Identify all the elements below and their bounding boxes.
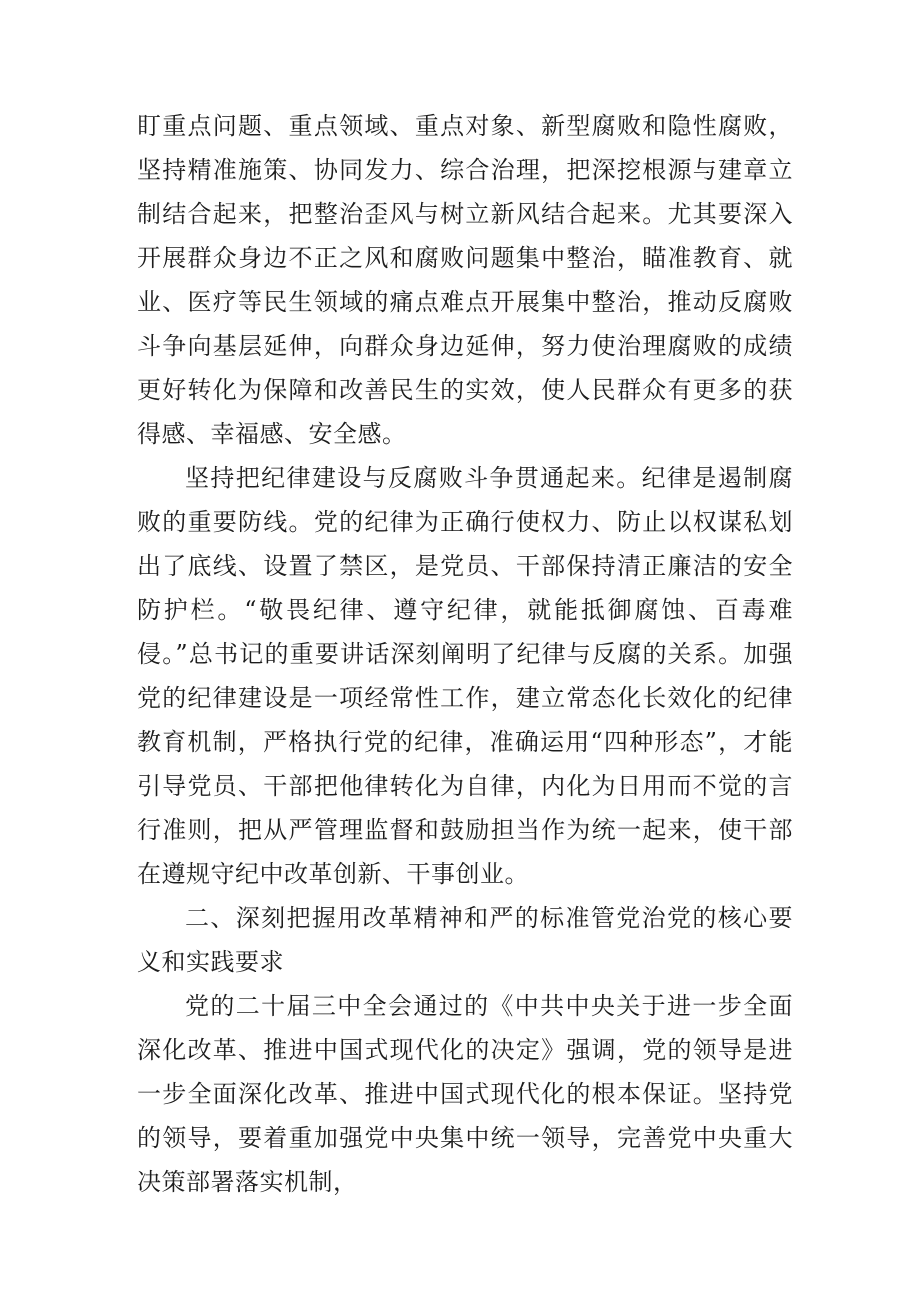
paragraph-discipline-building: 坚持把纪律建设与反腐败斗争贯通起来。纪律是遏制腐败的重要防线。党的纪律为正确行使权力、防止以权谋私划出了底线、设置了禁区，是党员、干部保持清正廉洁的安全防护栏。“敬畏纪律、遵守纪律，就能抵御腐蚀、百毒难侵。”总书记的重要讲话深刻阐明了纪律与反腐的关系。加强党的纪律建设是一项经常性工作，建立常态化长效化的纪律教育机制，严格执行党的纪律，准确运用“四种形态”，才能引导党员、干部把他律转化为自律，内化为日用而不觉的言行准则，把从严管理监督和鼓励担当作为统一起来，使干部在遵规守纪中改革创新、干事创业。 — [137, 464, 793, 888]
paragraph-anticorruption-focus: 盯重点问题、重点领域、重点对象、新型腐败和隐性腐败，坚持精准施策、协同发力、综合治理，把深挖根源与建章立制结合起来，把整治歪风与树立新风结合起来。尤其要深入开展群众身边不正之风和腐败问题集中整治，瞄准教育、就业、医疗等民生领域的痛点难点开展集中整治，推动反腐败斗争向基层延伸，向群众身边延伸，努力使治理腐败的成绩更好转化为保障和改善民生的实效，使人民群众有更多的获得感、幸福感、安全感。 — [137, 112, 793, 448]
paragraph-party-leadership: 党的二十届三中全会通过的《中共中央关于进一步全面深化改革、推进中国式现代化的决定》强调，党的领导是进一步全面深化改革、推进中国式现代化的根本保证。坚持党的领导，要着重加强党中央集中统一领导，完善党中央重大决策部署落实机制， — [137, 992, 793, 1196]
section-heading-two: 二、深刻把握用改革精神和严的标准管党治党的核心要义和实践要求 — [137, 904, 793, 976]
document-body — [137, 104, 793, 1204]
